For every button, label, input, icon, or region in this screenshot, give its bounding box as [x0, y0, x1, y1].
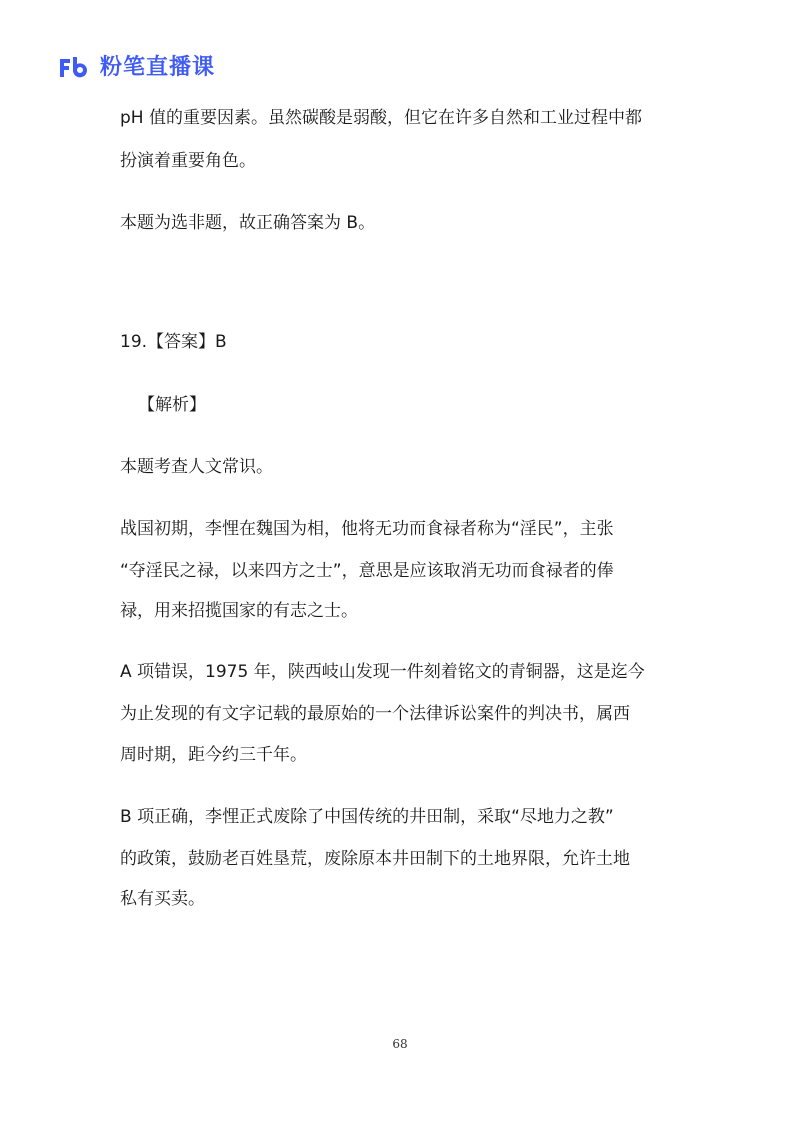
option-a-line: 周时期，距今约三千年。: [120, 745, 307, 765]
answer-conclusion: 本题为选非题，故正确答案为 B。: [120, 213, 376, 233]
text-line: 本题考查人文常识。: [120, 457, 273, 477]
text-line: 战国初期，李悝在魏国为相，他将无功而食禄者称为“淫民”，主张: [120, 519, 614, 539]
header: [58, 52, 215, 84]
option-a-line: A 项错误，1975 年，陕西岐山发现一件刻着铭文的青铜器，这是迄今: [120, 662, 645, 682]
fenbi-logo-icon: [58, 55, 94, 81]
analysis-heading: 【解析】: [138, 395, 206, 415]
brand-name: 粉笔直播课: [100, 55, 216, 80]
question-answer-heading: 19.【答案】B: [120, 332, 227, 352]
text-line: pH 值的重要因素。虽然碳酸是弱酸，但它在许多自然和工业过程中都: [120, 108, 642, 128]
page-number: 68: [392, 1037, 408, 1051]
option-b-line: B 项正确，李悝正式废除了中国传统的井田制，采取“尽地力之教”: [120, 807, 614, 827]
text-line: 扮演着重要角色。: [120, 151, 256, 171]
text-line: “夺淫民之禄，以来四方之士”，意思是应该取消无功而食禄者的俸: [120, 561, 614, 581]
option-b-line: 的政策，鼓励老百姓垦荒，废除原本井田制下的土地界限，允许土地: [120, 849, 630, 869]
text-line: 禄，用来招揽国家的有志之士。: [120, 601, 358, 621]
option-a-line: 为止发现的有文字记载的最原始的一个法律诉讼案件的判决书，属西: [120, 704, 630, 724]
option-b-line: 私有买卖。: [120, 889, 205, 909]
